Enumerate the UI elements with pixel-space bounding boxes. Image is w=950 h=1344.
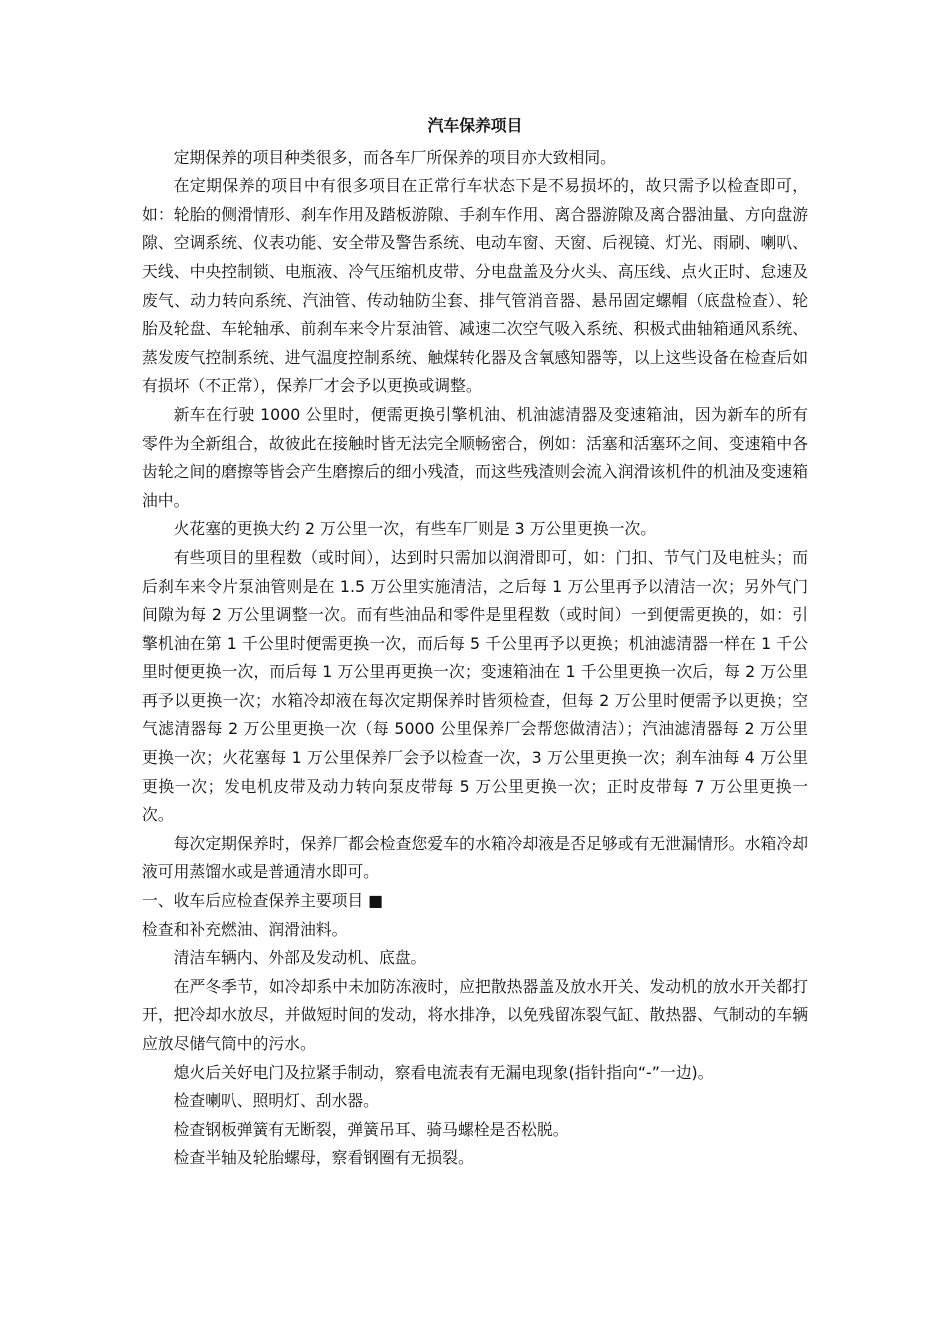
paragraph-mileage-schedule: 有些项目的里程数（或时间），达到时只需加以润滑即可，如：门扣、节气门及电桩头；而后刹车来令片泵油管则是在 1.5 万公里实施清洁，之后每 1 万公里再予以清洁一次；另外气门间隙为每 2 万公里调整一次。而有些油品和零件是里程数（或时间）一到便需更换的，如：引擎机油在第 1 千公里时便需更换一次，而后每 5 千公里再予以更换；机油滤清器一样在 1 千公里时便更换一次，而后每 1 万公里再更换一次；变速箱油在 1 千公里更换一次后，每 2 万公里再予以更换一次；水箱冷却液在每次定期保养时皆须检查，但每 2 万公里时便需予以更换；空气滤清器每 2 万公里更换一次（每 5000 公里保养厂会帮您做清洁）；汽油滤清器每 2 万公里更换一次；火花塞每 1 万公里保养厂会予以检查一次，3 万公里更换一次；刹车油每 4 万公里更换一次；发电机皮带及动力转向泵皮带每 5 万公里更换一次；正时皮带每 7 万公里更换一次。 (142, 547, 808, 825)
paragraph-inspection-items: 在定期保养的项目中有很多项目在正常行车状态下是不易损坏的，故只需予以检查即可，如：轮胎的侧滑情形、刹车作用及踏板游隙、手刹车作用、离合器游隙及离合器油量、方向盘游隙、空调系统、仪表功能、安全带及警告系统、电动车窗、天窗、后视镜、灯光、雨刷、喇叭、天线、中央控制锁、电瓶液、冷气压缩机皮带、分电盘盖及分火头、高压线、点火正时、怠速及废气、动力转向系统、汽油管、传动轴防尘套、排气管消音器、悬吊固定螺帽（底盘检查）、轮胎及轮盘、车轮轴承、前刹车来令片泵油管、减速二次空气吸入系统、积极式曲轴箱通风系统、蒸发废气控制系统、进气温度控制系统、触煤转化器及含氧感知器等，以上这些设备在检查后如有损坏（不正常），保养厂才会予以更换或调整。 (142, 176, 808, 396)
list-item: 检查和补充燃油、润滑油料。 (142, 919, 348, 939)
paragraph-new-car-1000km: 新车在行驶 1000 公里时，便需更换引擎机油、机油滤清器及变速箱油，因为新车的所有零件为全新组合，故彼此在接触时皆无法完全顺畅密合，例如：活塞和活塞环之间、变速箱中各齿轮之间的磨擦等皆会产生磨擦后的细小残渣，而这些残渣则会流入润滑该机件的机油及变速箱油中。 (142, 404, 808, 510)
paragraph-coolant: 每次定期保养时，保养厂都会检查您爱车的水箱冷却液是否足够或有无泄漏情形。水箱冷却液可用蒸馏水或是普通清水即可。 (142, 833, 808, 882)
list-item: 熄火后关好电门及拉紧手制动，察看电流表有无漏电现象(指针指向“-”一边)。 (173, 1062, 714, 1082)
paragraph-spark-plug: 火花塞的更换大约 2 万公里一次，有些车厂则是 3 万公里更换一次。 (173, 519, 657, 539)
list-item: 清洁车辆内、外部及发动机、底盘。 (173, 948, 427, 968)
document-page (142, 112, 808, 1173)
section-heading: 一、收车后应检查保养主要项目 ■ (142, 891, 384, 911)
list-item: 检查喇叭、照明灯、刮水器。 (173, 1091, 379, 1111)
document-title: 汽车保养项目 (427, 116, 523, 135)
list-item: 在严冬季节，如冷却系中未加防冻液时，应把散热器盖及放水开关、发动机的放水开关都打开，把冷却水放尽，并做短时间的发动，将水排净，以免残留冻裂气缸、散热器、气制动的车辆应放尽储气筒中的污水。 (142, 976, 808, 1053)
list-item: 检查钢板弹簧有无断裂，弹簧吊耳、骑马螺栓是否松脱。 (173, 1119, 569, 1139)
list-item: 检查半轴及轮胎螺母，察看钢圈有无损裂。 (173, 1148, 474, 1168)
paragraph-intro: 定期保养的项目种类很多，而各车厂所保养的项目亦大致相同。 (173, 147, 616, 167)
